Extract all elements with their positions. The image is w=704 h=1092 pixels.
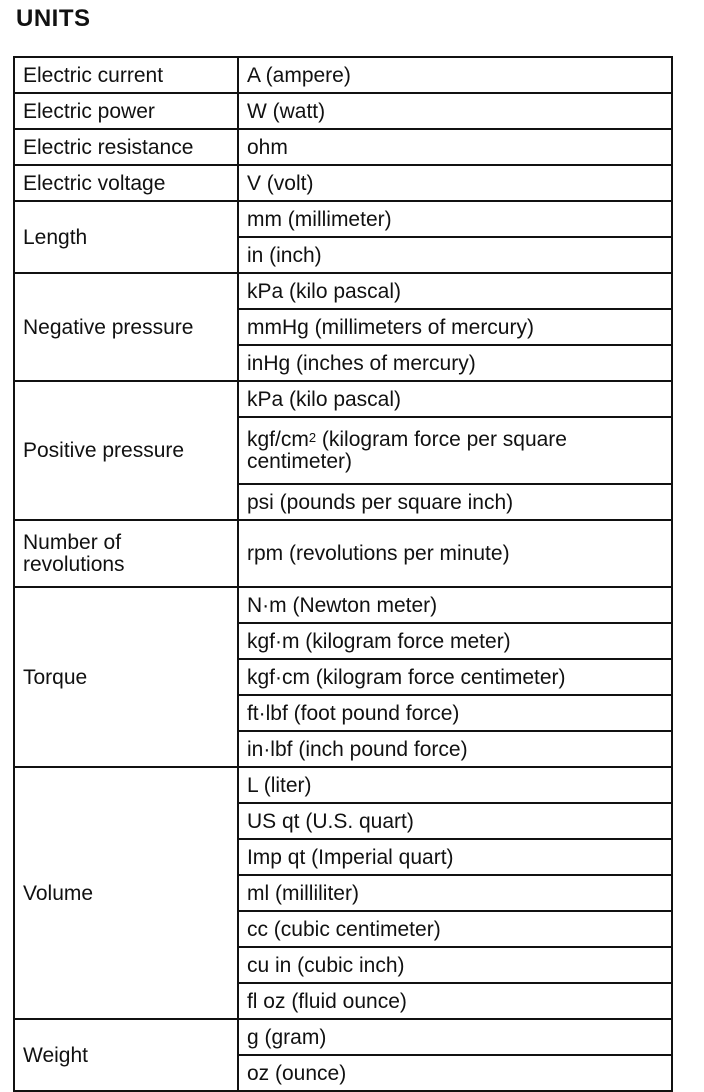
unit-cell: kgf·cm (kilogram force centimeter) — [238, 659, 672, 695]
quantity-cell: Negative pressure — [14, 273, 238, 381]
unit-cell: ml (milliliter) — [238, 875, 672, 911]
quantity-cell: Torque — [14, 587, 238, 767]
unit-cell: inHg (inches of mercury) — [238, 345, 672, 381]
page-title: UNITS — [16, 5, 91, 32]
table-row — [14, 129, 672, 165]
unit-cell: N·m (Newton meter) — [238, 587, 672, 623]
quantity-cell: Electric resistance — [14, 129, 238, 165]
unit-cell: psi (pounds per square inch) — [238, 484, 672, 520]
unit-cell: V (volt) — [238, 165, 672, 201]
table-row — [14, 520, 672, 587]
unit-cell: kPa (kilo pascal) — [238, 273, 672, 309]
unit-cell: cc (cubic centimeter) — [238, 911, 672, 947]
quantity-cell: Positive pressure — [14, 381, 238, 520]
table-row — [14, 201, 672, 237]
quantity-line: Number of — [23, 531, 122, 554]
quantity-cell: Volume — [14, 767, 238, 1019]
table-row — [14, 587, 672, 623]
table-row — [14, 767, 672, 803]
quantity-cell: Length — [14, 201, 238, 273]
quantity-cell — [14, 520, 238, 587]
unit-cell: g (gram) — [238, 1019, 672, 1055]
table-row — [14, 1019, 672, 1055]
unit-cell: oz (ounce) — [238, 1055, 672, 1091]
quantity-cell: Electric power — [14, 93, 238, 129]
table-row — [14, 165, 672, 201]
unit-cell — [238, 417, 672, 484]
unit-cell: mm (millimeter) — [238, 201, 672, 237]
unit-description: (kilogram force per square centimeter) — [246, 428, 567, 473]
unit-cell: fl oz (fluid ounce) — [238, 983, 672, 1019]
table-row — [14, 93, 672, 129]
unit-cell: cu in (cubic inch) — [238, 947, 672, 983]
unit-cell: US qt (U.S. quart) — [238, 803, 672, 839]
unit-cell: L (liter) — [238, 767, 672, 803]
quantity-cell: Electric current — [14, 57, 238, 93]
unit-base: kgf/cm — [246, 428, 309, 451]
unit-cell: in·lbf (inch pound force) — [238, 731, 672, 767]
table-row — [14, 273, 672, 309]
unit-cell: A (ampere) — [238, 57, 672, 93]
table-row — [14, 57, 672, 93]
unit-cell: rpm (revolutions per minute) — [238, 520, 672, 587]
unit-cell: ft·lbf (foot pound force) — [238, 695, 672, 731]
unit-cell: Imp qt (Imperial quart) — [238, 839, 672, 875]
unit-cell: ohm — [238, 129, 672, 165]
unit-exponent: 2 — [308, 430, 317, 445]
unit-cell: kgf·m (kilogram force meter) — [238, 623, 672, 659]
units-table — [13, 56, 673, 1092]
quantity-cell: Electric voltage — [14, 165, 238, 201]
unit-cell: mmHg (millimeters of mercury) — [238, 309, 672, 345]
unit-cell: in (inch) — [238, 237, 672, 273]
unit-cell: W (watt) — [238, 93, 672, 129]
quantity-line: revolutions — [23, 553, 125, 576]
quantity-cell: Weight — [14, 1019, 238, 1091]
unit-cell: kPa (kilo pascal) — [238, 381, 672, 417]
table-row — [14, 381, 672, 417]
